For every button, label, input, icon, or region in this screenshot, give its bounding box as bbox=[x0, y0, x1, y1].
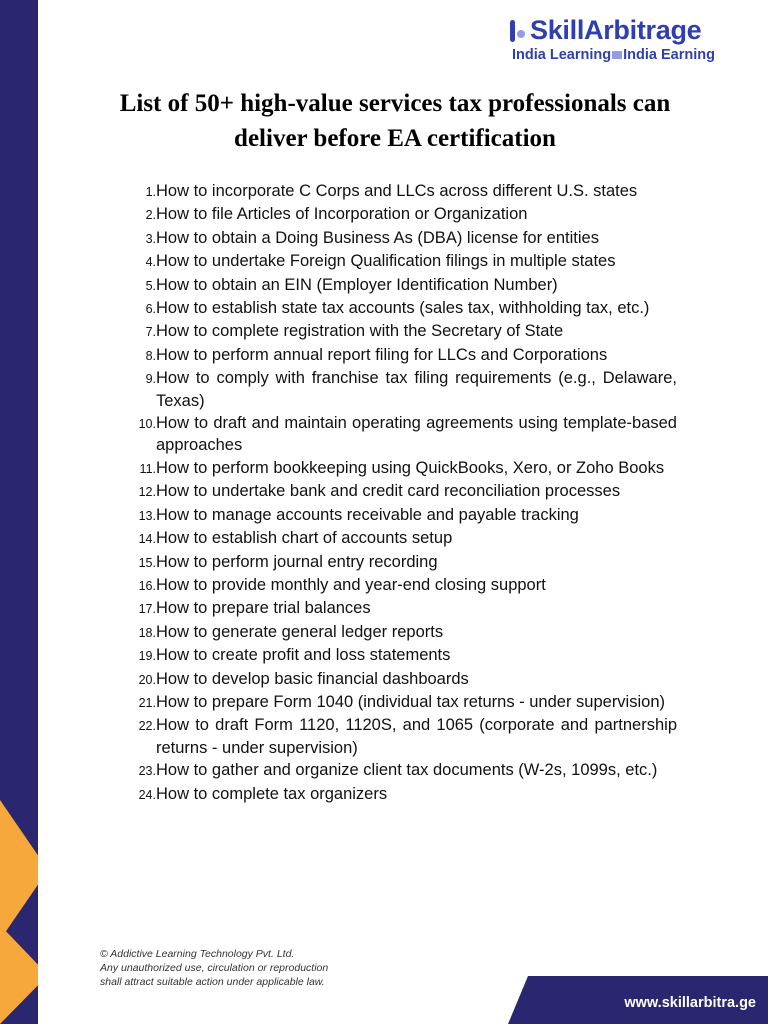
list-item bbox=[120, 574, 677, 597]
list-item bbox=[120, 250, 677, 273]
brand-logo bbox=[510, 14, 750, 66]
list-item-text: How to incorporate C Corps and LLCs across different U.S. states bbox=[156, 182, 638, 200]
list-item-number-text: 12. bbox=[138, 485, 156, 500]
list-item-number bbox=[120, 597, 156, 620]
list-item bbox=[120, 691, 677, 714]
website-link[interactable]: www.skillarbitra.ge bbox=[624, 995, 756, 1011]
list-item-number bbox=[120, 668, 156, 691]
list-item bbox=[120, 621, 677, 644]
list-item-number bbox=[120, 344, 156, 367]
list-item-number-text: 10. bbox=[138, 417, 156, 432]
list-item bbox=[120, 412, 677, 457]
list-item-number bbox=[120, 644, 156, 667]
list-item-number bbox=[120, 574, 156, 597]
list-item-number bbox=[120, 227, 156, 250]
list-item-text: How to complete tax organizers bbox=[156, 784, 388, 803]
list-item-number-text: 9. bbox=[145, 372, 156, 387]
list-item-number bbox=[120, 180, 156, 203]
list-item-number-text: 20. bbox=[138, 672, 156, 687]
list-item-number-text: 2. bbox=[145, 208, 156, 223]
list-item-number-text: 3. bbox=[145, 231, 156, 246]
list-item-text: How to provide monthly and year-end closing support bbox=[156, 575, 546, 594]
page-title: List of 50+ high-value services tax professionals can deliver before EA certification bbox=[119, 90, 671, 152]
tagline-left: India Learning bbox=[512, 47, 612, 63]
list-item-number-text: 1. bbox=[145, 185, 156, 199]
list-item-number bbox=[120, 527, 156, 550]
list-item bbox=[120, 203, 677, 226]
list-item bbox=[120, 297, 677, 320]
list-item bbox=[120, 668, 677, 691]
list-item bbox=[120, 180, 677, 203]
brand-tagline bbox=[512, 47, 715, 63]
list-item-text: How to complete registration with the Secretary of State bbox=[156, 322, 564, 341]
left-sidebar-decoration bbox=[0, 0, 38, 1024]
list-item bbox=[120, 783, 677, 806]
list-item-number bbox=[120, 457, 156, 480]
list-item-number-text: 24. bbox=[138, 787, 156, 802]
list-item-number-text: 6. bbox=[145, 302, 156, 317]
list-item-text: How to draft Form 1120, 1120S, and 1065 (corporate and partnership returns - under supervision) bbox=[156, 716, 677, 757]
list-item-number bbox=[120, 621, 156, 644]
brand-name: SkillArbitrage bbox=[530, 15, 702, 45]
list-item-number-text: 15. bbox=[138, 555, 156, 570]
list-item-text: How to comply with franchise tax filing requirements (e.g., Delaware, Texas) bbox=[156, 369, 677, 410]
list-item-number bbox=[120, 250, 156, 273]
list-item-number-text: 5. bbox=[145, 278, 156, 293]
list-item bbox=[120, 320, 677, 343]
list-item-number bbox=[120, 551, 156, 574]
list-item-number bbox=[120, 367, 156, 412]
tagline-separator-icon bbox=[612, 51, 622, 59]
list-item-number-text: 22. bbox=[138, 719, 156, 734]
list-item-number bbox=[120, 480, 156, 503]
list-item bbox=[120, 644, 677, 667]
list-item-number-text: 21. bbox=[138, 695, 156, 710]
list-item-text: How to undertake Foreign Qualification filings in multiple states bbox=[156, 252, 616, 271]
list-item bbox=[120, 457, 677, 480]
list-item bbox=[120, 227, 677, 250]
footer-notice bbox=[100, 947, 328, 989]
list-item-text: How to perform annual report filing for LLCs and Corporations bbox=[156, 345, 608, 364]
list-item-number-text: 19. bbox=[138, 649, 156, 664]
list-item-text: How to perform bookkeeping using QuickBooks, Xero, or Zoho Books bbox=[156, 458, 665, 477]
list-item bbox=[120, 344, 677, 367]
list-item-number bbox=[120, 759, 156, 782]
list-item bbox=[120, 759, 677, 782]
list-item-text: How to draft and maintain operating agreements using template-based approaches bbox=[156, 414, 677, 455]
list-item-number-text: 14. bbox=[138, 532, 156, 547]
list-item bbox=[120, 274, 677, 297]
list-item-number bbox=[120, 203, 156, 226]
sidebar-graphic bbox=[0, 0, 38, 1024]
list-item-text: How to prepare trial balances bbox=[156, 599, 371, 618]
logo-mark-icon bbox=[510, 20, 526, 42]
tagline-right: India Earning bbox=[623, 47, 715, 63]
list-item-text: How to establish chart of accounts setup bbox=[156, 529, 453, 548]
list-item bbox=[120, 367, 677, 412]
notice-line: Any unauthorized use, circulation or reproduction bbox=[100, 962, 329, 974]
list-item-number bbox=[120, 714, 156, 759]
list-item-text: How to develop basic financial dashboards bbox=[156, 669, 469, 688]
list-item-text: How to file Articles of Incorporation or Organization bbox=[156, 205, 528, 224]
list-item-text: How to prepare Form 1040 (individual tax returns - under supervision) bbox=[156, 692, 665, 711]
list-item-text: How to establish state tax accounts (sales tax, withholding tax, etc.) bbox=[156, 299, 650, 318]
list-item-number-text: 16. bbox=[138, 578, 156, 593]
notice-line: shall attract suitable action under applicable law. bbox=[100, 976, 325, 988]
list-item-text: How to obtain an EIN (Employer Identification Number) bbox=[156, 275, 558, 294]
list-item-number-text: 4. bbox=[145, 255, 156, 270]
list-item-text: How to obtain a Doing Business As (DBA) license for entities bbox=[156, 228, 599, 247]
list-item-number-text: 8. bbox=[145, 348, 156, 363]
list-item-number-text: 11. bbox=[139, 461, 156, 476]
list-item-text: How to manage accounts receivable and payable tracking bbox=[156, 505, 579, 524]
list-item-number bbox=[120, 297, 156, 320]
list-item-text: How to undertake bank and credit card reconciliation processes bbox=[156, 482, 621, 501]
list-item-number bbox=[120, 691, 156, 714]
list-item bbox=[120, 714, 677, 759]
list-item-text: How to gather and organize client tax documents (W-2s, 1099s, etc.) bbox=[156, 761, 658, 780]
list-item-number bbox=[120, 320, 156, 343]
list-item-text: How to create profit and loss statements bbox=[156, 646, 451, 665]
copyright-text: © Addictive Learning Technology Pvt. Ltd. bbox=[100, 948, 295, 960]
list-item bbox=[120, 527, 677, 550]
list-item-number bbox=[120, 274, 156, 297]
list-item-number-text: 13. bbox=[138, 508, 156, 523]
list-item-number-text: 18. bbox=[138, 625, 156, 640]
services-list bbox=[120, 180, 677, 806]
list-item-number-text: 17. bbox=[138, 602, 156, 617]
list-item-number-text: 7. bbox=[145, 325, 156, 340]
list-item-text: How to generate general ledger reports bbox=[156, 622, 444, 641]
list-item-number bbox=[120, 412, 156, 457]
list-item-text: How to perform journal entry recording bbox=[156, 552, 438, 571]
list-item bbox=[120, 551, 677, 574]
list-item bbox=[120, 480, 677, 503]
list-item-number bbox=[120, 504, 156, 527]
list-item-number bbox=[120, 783, 156, 806]
list-item bbox=[120, 597, 677, 620]
list-item bbox=[120, 504, 677, 527]
list-item-number-text: 23. bbox=[138, 764, 156, 779]
